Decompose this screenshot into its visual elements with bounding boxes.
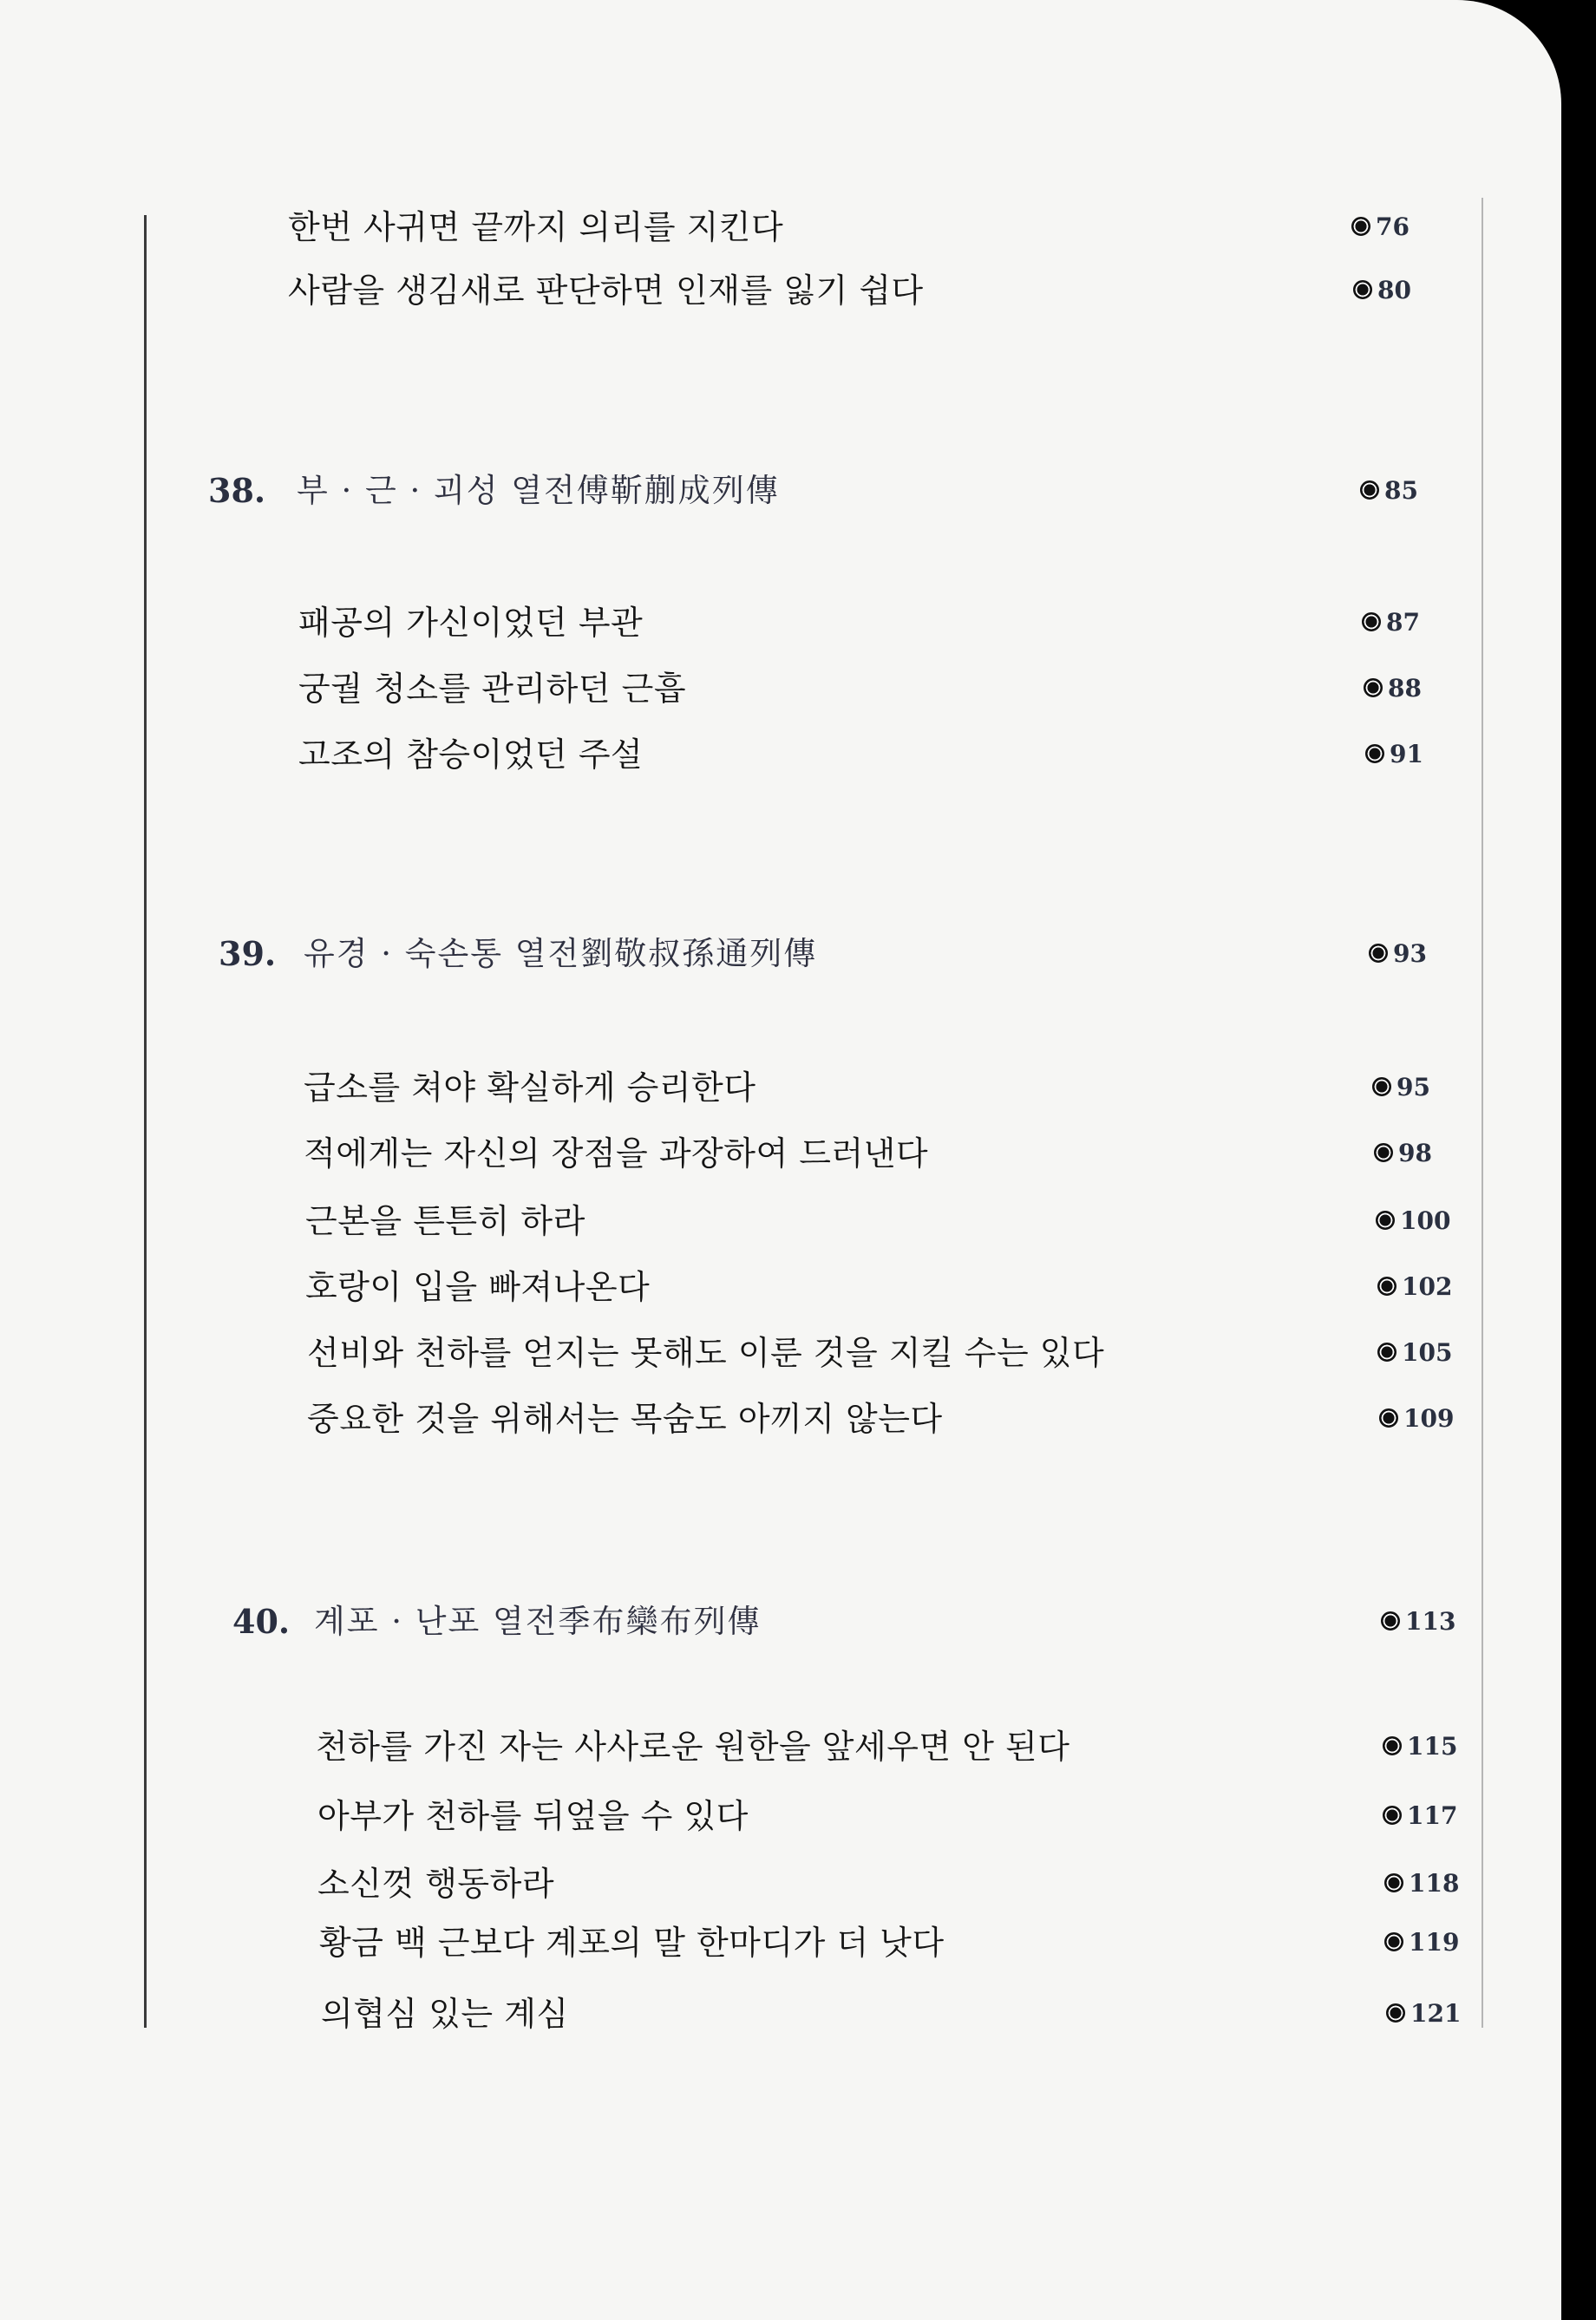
entry-title: 고조의 참승이었던 주설 <box>298 735 644 774</box>
page-number: 87 <box>1386 608 1420 637</box>
page-ref <box>1374 1127 1432 1180</box>
bullet-icon <box>1351 217 1370 236</box>
page-number: 93 <box>1393 939 1427 968</box>
bullet-icon <box>1365 744 1384 763</box>
entry-title: 패공의 가신이었던 부관 <box>298 604 644 642</box>
bullet-icon <box>1379 1408 1398 1428</box>
page-ref <box>1360 465 1418 517</box>
bullet-icon <box>1364 678 1383 697</box>
page-number: 117 <box>1407 1801 1458 1830</box>
page-ref <box>1364 663 1422 715</box>
page-number: 113 <box>1405 1607 1456 1636</box>
entry-title: 궁궐 청소를 관리하던 근흡 <box>298 670 687 708</box>
bullet-icon <box>1377 1343 1396 1362</box>
chapter-heading[interactable] <box>0 465 1561 517</box>
page-number: 100 <box>1400 1206 1451 1235</box>
bullet-icon <box>1376 1211 1395 1230</box>
bullet-icon <box>1360 480 1379 500</box>
bullet-icon <box>1383 1736 1402 1755</box>
page-ref <box>1369 928 1427 980</box>
entry-title: 호랑이 입을 빠져나온다 <box>305 1268 651 1306</box>
toc-entry[interactable] <box>0 597 1561 649</box>
toc-entry[interactable] <box>0 1917 1561 1969</box>
toc-entry[interactable] <box>0 1127 1561 1180</box>
bullet-icon <box>1369 944 1388 963</box>
bullet-icon <box>1386 2003 1405 2023</box>
page-number: 95 <box>1396 1073 1430 1101</box>
entry-title: 근본을 튼튼히 하라 <box>305 1202 585 1240</box>
chapter-title: 부 · 근 · 괴성 열전傅靳蒯成列傳 <box>297 472 780 509</box>
page-number: 80 <box>1377 276 1411 304</box>
entry-title: 아부가 천하를 뒤엎을 수 있다 <box>317 1797 749 1835</box>
entry-title: 의협심 있는 계심 <box>321 1995 569 2033</box>
page-ref <box>1353 265 1411 317</box>
bullet-icon <box>1377 1277 1396 1296</box>
page-ref <box>1377 1327 1452 1379</box>
entry-title: 사람을 생김새로 판단하면 인재를 잃기 쉽다 <box>288 271 924 310</box>
entry-title: 한번 사귀면 끝까지 의리를 지킨다 <box>288 208 784 246</box>
page-number: 76 <box>1376 212 1410 241</box>
bullet-icon <box>1372 1077 1391 1096</box>
bullet-icon <box>1384 1873 1403 1892</box>
entry-title: 중요한 것을 위해서는 목숨도 아끼지 않는다 <box>307 1400 943 1438</box>
toc-entry[interactable] <box>0 1858 1561 1910</box>
bullet-icon <box>1383 1806 1402 1825</box>
chapter-heading[interactable] <box>0 928 1561 980</box>
page-number: 85 <box>1384 476 1418 505</box>
page-number: 121 <box>1410 1999 1462 2028</box>
page-ref <box>1384 1858 1459 1910</box>
toc-entry[interactable] <box>0 201 1561 253</box>
bullet-icon <box>1353 280 1372 299</box>
toc-entry[interactable] <box>0 1790 1561 1842</box>
toc-entry[interactable] <box>0 729 1561 781</box>
page-ref <box>1376 1195 1450 1247</box>
page-number: 98 <box>1398 1139 1432 1167</box>
page-ref <box>1386 1988 1461 2040</box>
page-ref <box>1365 729 1423 781</box>
page-ref <box>1384 1917 1459 1969</box>
page-ref <box>1377 1261 1452 1313</box>
chapter-number: 40. <box>232 1602 291 1641</box>
chapter-number: 39. <box>219 934 277 973</box>
toc-entry[interactable] <box>0 1327 1561 1379</box>
page-number: 118 <box>1409 1869 1460 1898</box>
toc-entry[interactable] <box>0 1721 1561 1773</box>
bullet-icon <box>1362 612 1381 631</box>
entry-title: 선비와 천하를 얻지는 못해도 이룬 것을 지킬 수는 있다 <box>307 1334 1105 1372</box>
page-ref <box>1381 1596 1455 1648</box>
entry-title: 소신껏 행동하라 <box>317 1865 555 1903</box>
toc-entry[interactable] <box>0 265 1561 317</box>
toc-entry[interactable] <box>0 1393 1561 1445</box>
page-number: 91 <box>1390 740 1423 768</box>
entry-title: 적에게는 자신의 장점을 과장하여 드러낸다 <box>304 1134 929 1173</box>
page-number: 105 <box>1402 1338 1453 1367</box>
toc-entry[interactable] <box>0 1988 1561 2040</box>
page-number: 119 <box>1409 1928 1460 1957</box>
entry-title: 황금 백 근보다 계포의 말 한마디가 더 낫다 <box>319 1924 945 1962</box>
entry-title: 천하를 가진 자는 사사로운 원한을 앞세우면 안 된다 <box>316 1728 1070 1766</box>
page-ref <box>1383 1790 1457 1842</box>
bullet-icon <box>1384 1932 1403 1951</box>
page-ref <box>1383 1721 1457 1773</box>
toc-entry[interactable] <box>0 1062 1561 1114</box>
toc-entry[interactable] <box>0 1261 1561 1313</box>
bullet-icon <box>1381 1611 1400 1631</box>
toc-entry[interactable] <box>0 1195 1561 1247</box>
page-ref <box>1379 1393 1454 1445</box>
page-number: 115 <box>1407 1732 1458 1761</box>
chapter-number: 38. <box>208 471 266 510</box>
page-number: 88 <box>1388 674 1422 703</box>
toc-entry[interactable] <box>0 663 1561 715</box>
page-ref <box>1372 1062 1430 1114</box>
chapter-heading[interactable] <box>0 1596 1561 1648</box>
chapter-title: 계포 · 난포 열전季布欒布列傳 <box>314 1603 762 1640</box>
page-number: 109 <box>1403 1404 1455 1433</box>
page-number: 102 <box>1402 1272 1453 1301</box>
page-ref <box>1351 201 1410 253</box>
chapter-title: 유경 · 숙손통 열전劉敬叔孫通列傳 <box>304 935 818 972</box>
bullet-icon <box>1374 1143 1393 1162</box>
entry-title: 급소를 쳐야 확실하게 승리한다 <box>304 1069 756 1107</box>
page-ref <box>1362 597 1420 649</box>
